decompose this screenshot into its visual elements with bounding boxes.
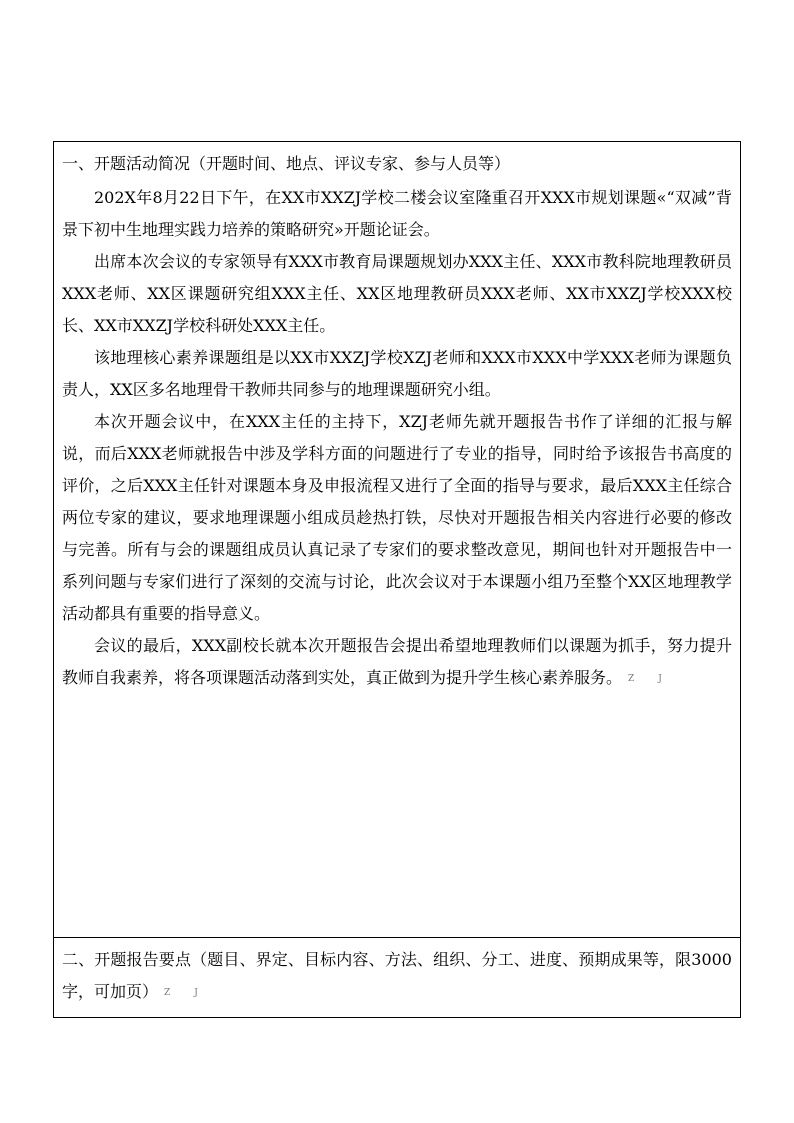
section2-heading-text: 二、开题报告要点（题目、界定、目标内容、方法、组织、分工、进度、预期成果等，限3000字，可加页） xyxy=(62,950,732,1001)
activity-summary-cell xyxy=(54,142,740,937)
paragraph-closing xyxy=(62,630,732,695)
report-points-cell xyxy=(54,937,740,1018)
section1-heading: 一、开题活动简况（开题时间、地点、评议专家、参与人员等） xyxy=(62,154,511,173)
margin-mark-j: J xyxy=(658,673,662,684)
paragraph-attendees: 出席本次会议的专家领导有XXX市教育局课题规划办XXX主任、XXX市教科院地理教研员XXX老师、XX区课题研究组XXX主任、XX区地理教研员XXX老师、XX市XXZJ学校XXX校长、XX市XXZJ学校科研处XXX主任。 xyxy=(62,252,732,335)
section2-heading xyxy=(62,944,732,1009)
margin-mark-z: Z xyxy=(628,673,635,684)
report-table xyxy=(53,141,741,1018)
paragraph-meeting-process: 本次开题会议中，在XXX主任的主持下，XZJ老师先就开题报告书作了详细的汇报与解说，而后XXX老师就报告中涉及学科方面的问题进行了专业的指导，同时给予该报告书高度的评价，之后XXX主任针对课题本身及申报流程又进行了全面的指导与要求，最后XXX主任综合两位专家的建议，要求地理课题小组成员趁热打铁，尽快对开题报告相关内容进行必要的修改与完善。所有与会的课题组成员认真记录了专家们的要求整改意见，期间也针对开题报告中一系列问题与专家们进行了深刻的交流与讨论，此次会议对于本课题小组乃至整个XX区地理教学活动都具有重要的指导意义。 xyxy=(62,412,732,623)
paragraph-meeting-time: 202X年8月22日下午，在XX市XXZJ学校二楼会议室隆重召开XXX市规划课题«“双减”背景下初中生地理实践力培养的策略研究»开题论证会。 xyxy=(62,188,732,239)
margin-mark-j: J xyxy=(194,987,198,998)
paragraph-research-group: 该地理核心素养课题组是以XX市XXZJ学校XZJ老师和XXX市XXX中学XXX老师为课题负责人，XX区多名地理骨干教师共同参与的地理课题研究小组。 xyxy=(62,348,732,399)
closing-text: 会议的最后，XXX副校长就本次开题报告会提出希望地理教师们以课题为抓手，努力提升教师自我素养，将各项课题活动落到实处，真正做到为提升学生核心素养服务。 xyxy=(62,636,732,687)
margin-mark-z: Z xyxy=(164,987,171,998)
